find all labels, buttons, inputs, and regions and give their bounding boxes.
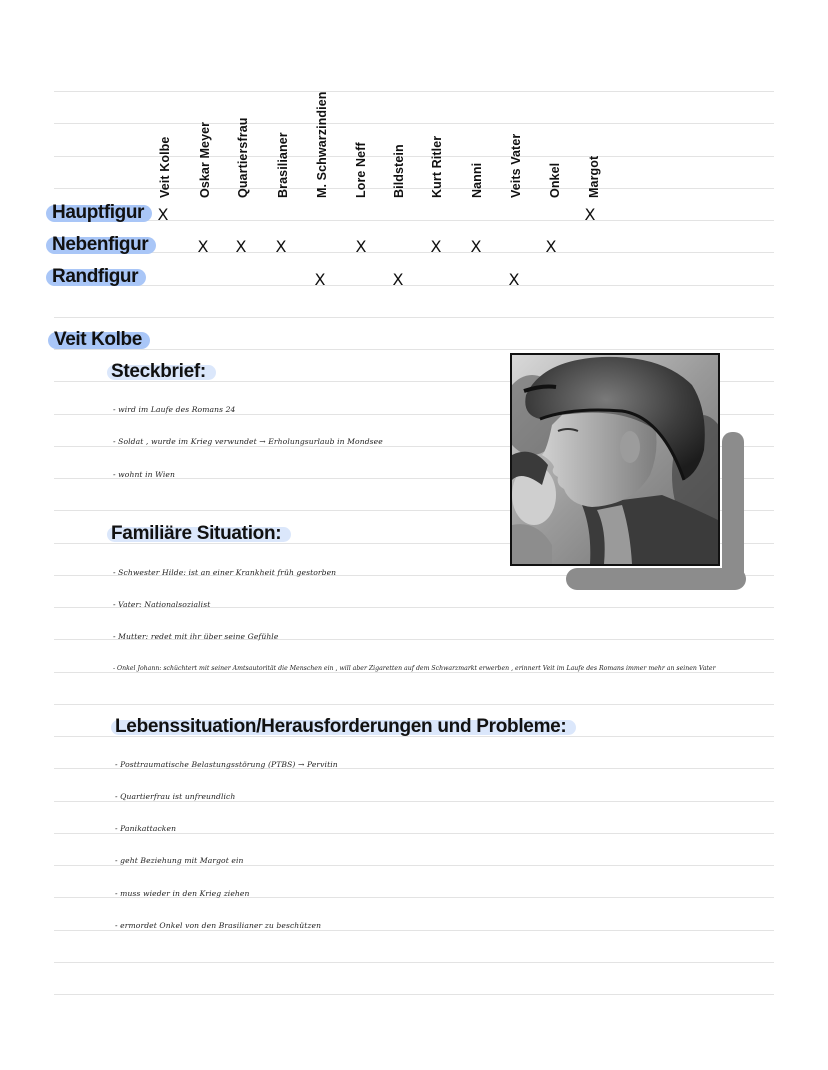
- matrix-mark: X: [197, 237, 209, 256]
- probleme-item: - ermordet Onkel von den Brasilianer zu beschützen: [115, 921, 322, 930]
- steckbrief-item: - Soldat , wurde im Krieg verwundet → Erholungsurlaub in Mondsee: [113, 437, 383, 446]
- steckbrief-item: - wird im Laufe des Romans 24: [113, 405, 236, 414]
- column-header: Kurt Ritler: [430, 135, 444, 198]
- column-header: Bildstein: [392, 144, 406, 198]
- column-header: Quartiersfrau: [236, 117, 250, 198]
- matrix-mark: X: [235, 237, 247, 256]
- probleme-item: - Quartierfrau ist unfreundlich: [115, 792, 236, 801]
- probleme-heading: Lebenssituation/Herausforderungen und Probleme:: [115, 716, 566, 738]
- column-header: Margot: [587, 155, 601, 198]
- familie-heading: Familiäre Situation:: [111, 523, 281, 545]
- column-header: Brasilianer: [276, 132, 290, 198]
- familie-item: - Onkel Johann: schüchtert mit seiner Amtsautorität die Menschen ein , will aber Zigaretten auf dem Schwarzmarkt erwerben , erinnert Veit im Laufe des Romans immer mehr an seinen Vater: [113, 665, 716, 672]
- row-label-nebenfigur: Nebenfigur: [52, 234, 148, 256]
- column-header: Lore Neff: [354, 142, 368, 198]
- familie-item: - Schwester Hilde: ist an einer Krankheit früh gestorben: [113, 568, 337, 577]
- column-header: Veit Kolbe: [158, 136, 172, 198]
- photo-soldier-helmet: [510, 353, 720, 566]
- matrix-mark: X: [545, 237, 557, 256]
- steckbrief-heading: Steckbrief:: [111, 361, 206, 383]
- familie-item: - Vater: Nationalsozialist: [113, 600, 211, 609]
- photo-shadow-horizontal: [566, 568, 746, 590]
- photo-shadow-vertical: [722, 432, 744, 582]
- steckbrief-item: - wohnt in Wien: [113, 470, 176, 479]
- column-header: Onkel: [548, 162, 562, 198]
- matrix-mark: X: [275, 237, 287, 256]
- matrix-mark: X: [470, 237, 482, 256]
- matrix-mark: X: [508, 270, 520, 289]
- column-header: M. Schwarzindien: [315, 91, 329, 198]
- probleme-item: - Panikattacken: [115, 824, 177, 833]
- character-name: Veit Kolbe: [54, 329, 142, 351]
- familie-item: - Mutter: redet mit ihr über seine Gefühle: [113, 632, 279, 641]
- probleme-item: - muss wieder in den Krieg ziehen: [115, 889, 250, 898]
- probleme-item: - geht Beziehung mit Margot ein: [115, 856, 244, 865]
- matrix-mark: X: [355, 237, 367, 256]
- column-header: Oskar Meyer: [198, 121, 212, 198]
- matrix-mark: X: [314, 270, 326, 289]
- probleme-item: - Posttraumatische Belastungsstörung (PTBS) → Pervitin: [115, 760, 338, 769]
- matrix-mark: X: [157, 205, 169, 224]
- matrix-mark: X: [584, 205, 596, 224]
- column-header: Nanni: [470, 162, 484, 198]
- matrix-mark: X: [392, 270, 404, 289]
- row-label-hauptfigur: Hauptfigur: [52, 202, 144, 224]
- row-label-randfigur: Randfigur: [52, 266, 138, 288]
- matrix-mark: X: [430, 237, 442, 256]
- column-header: Veits Vater: [509, 133, 523, 198]
